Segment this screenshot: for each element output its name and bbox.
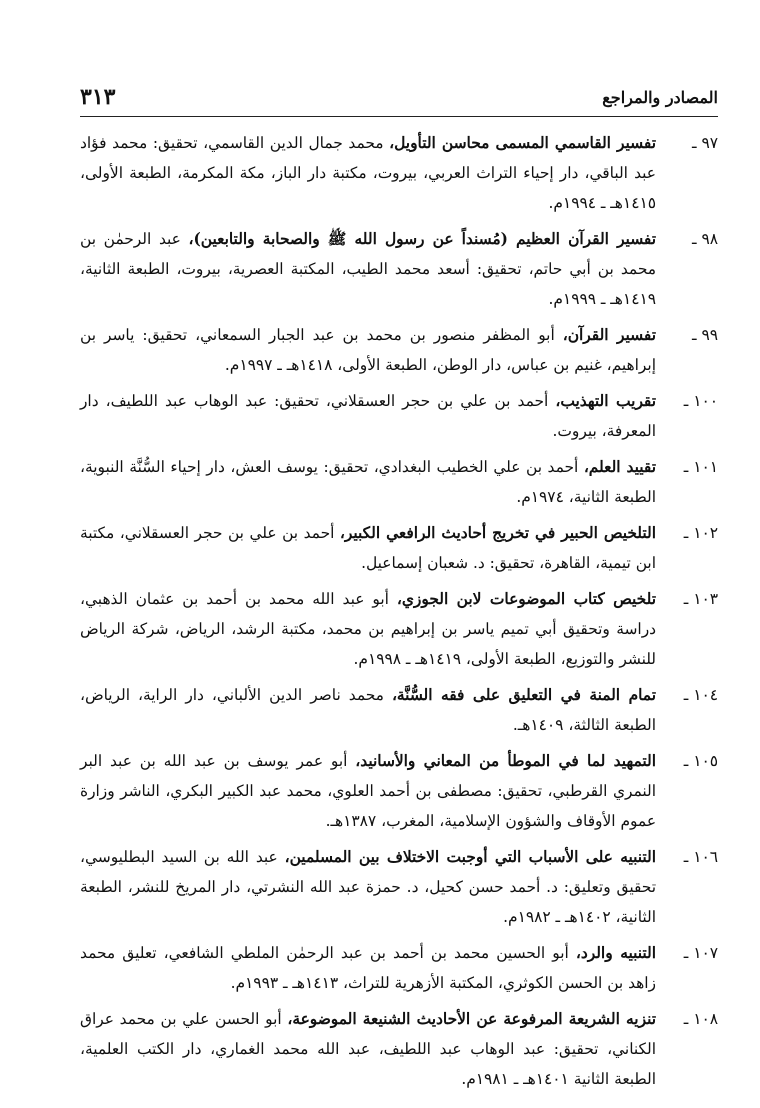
entry-title: تقييد العلم،	[583, 458, 656, 476]
entry-details: أبو عمر يوسف بن عبد الله بن عبد البر النمري القرطبي، تحقيق: مصطفى بن أحمد العلوي، محمد عبد الكبير البكري، الناشر وزارة عموم الأوقاف والشؤون الإسلامية، المغرب، ١٣٨٧هـ.	[80, 752, 656, 830]
entry-title: تنزيه الشريعة المرفوعة عن الأحاديث الشنيعة الموضوعة،	[287, 1010, 656, 1028]
entry-details: أبو المظفر منصور بن محمد بن عبد الجبار السمعاني، تحقيق: ياسر بن إبراهيم، غنيم بن عباس، دار الوطن، الطبعة الأولى، ١٤١٨هـ ـ ١٩٩٧م.	[80, 326, 656, 374]
entry-number: ١٠٠ ـ	[683, 392, 718, 410]
entry-title: تلخيص كتاب الموضوعات لابن الجوزي،	[396, 590, 656, 608]
entry-details: عبد الرحمٰن بن محمد بن أبي حاتم، تحقيق: أسعد محمد الطيب، المكتبة العصرية، بيروت، الطبعة الثانية، ١٤١٩هـ ـ ١٩٩٩م.	[80, 230, 656, 308]
entry-details: أحمد بن علي الخطيب البغدادي، تحقيق: يوسف العش، دار إحياء السُّنَّة النبوية، الطبعة الثانية، ١٩٧٤م.	[80, 458, 656, 506]
bibliography-list	[80, 128, 718, 1100]
entry-details: أبو الحسين محمد بن أحمد بن عبد الرحمٰن الملطي الشافعي، تعليق محمد زاهد بن الحسن الكوثري، المكتبة الأزهرية للتراث، ١٤١٣هـ ـ ١٩٩٣م.	[80, 944, 656, 992]
entry-title: التنبيه والرد،	[575, 944, 656, 962]
entry-title: التنبيه على الأسباب التي أوجبت الاختلاف بين المسلمين،	[284, 848, 656, 866]
bibliography-entry-108	[80, 1004, 718, 1094]
bibliography-entry-103	[80, 584, 718, 674]
entry-number: ١٠٣ ـ	[683, 590, 718, 608]
bibliography-entry-99	[80, 320, 718, 380]
entry-title: تفسير القاسمي المسمى محاسن التأويل،	[389, 134, 656, 152]
entry-number: ٩٨ ـ	[692, 230, 718, 248]
bibliography-entry-104	[80, 680, 718, 740]
entry-title: تفسير القرآن،	[562, 326, 656, 344]
entry-title: التمهيد لما في الموطأ من المعاني والأسانيد،	[355, 752, 657, 770]
entry-details: أحمد بن علي بن حجر العسقلاني، تحقيق: عبد الوهاب عبد اللطيف، دار المعرفة، بيروت.	[80, 392, 656, 440]
entry-details: محمد ناصر الدين الألباني، دار الراية، الرياض، الطبعة الثالثة، ١٤٠٩هـ.	[80, 686, 656, 734]
section-title: المصادر والمراجع	[602, 88, 718, 107]
page-number: ٣١٣	[80, 84, 116, 110]
entry-number: ١٠٧ ـ	[683, 944, 718, 962]
bibliography-entry-98	[80, 224, 718, 314]
entry-number: ٩٩ ـ	[692, 326, 718, 344]
entry-title: التلخيص الحبير في تخريج أحاديث الرافعي الكبير،	[339, 524, 657, 542]
running-header	[80, 84, 718, 118]
entry-title: تقريب التهذيب،	[555, 392, 657, 410]
entry-details: أبو الحسن علي بن محمد عراق الكناني، تحقيق: عبد الوهاب عبد اللطيف، عبد الله محمد الغماري، دار الكتب العلمية، الطبعة الثانية ١٤٠١هـ ـ ١٩٨١م.	[80, 1010, 656, 1088]
entry-number: ١٠٤ ـ	[683, 686, 718, 704]
entry-number: ١٠٢ ـ	[683, 524, 718, 542]
bibliography-entry-101	[80, 452, 718, 512]
bibliography-entry-106	[80, 842, 718, 932]
bibliography-entry-100	[80, 386, 718, 446]
entry-details: أحمد بن علي بن حجر العسقلاني، مكتبة ابن تيمية، القاهرة، تحقيق: د. شعبان إسماعيل.	[80, 524, 656, 572]
entry-number: ١٠٦ ـ	[683, 848, 718, 866]
entry-number: ١٠١ ـ	[683, 458, 718, 476]
entry-number: ١٠٨ ـ	[683, 1010, 718, 1028]
bibliography-entry-105	[80, 746, 718, 836]
entry-title: تفسير القرآن العظيم (مُسنداً عن رسول الله ﷺ والصحابة والتابعين)،	[188, 230, 657, 248]
bibliography-entry-102	[80, 518, 718, 578]
entry-details: أبو عبد الله محمد بن أحمد بن عثمان الذهبي، دراسة وتحقيق أبي تميم ياسر بن إبراهيم بن محمد، مكتبة الرشد، الرياض، شركة الرياض للنشر والتوزيع، الطبعة الأولى، ١٤١٩هـ ـ ١٩٩٨م.	[80, 590, 656, 668]
entry-details: محمد جمال الدين القاسمي، تحقيق: محمد فؤاد عبد الباقي، دار إحياء التراث العربي، بيروت، مكتبة دار الباز، مكة المكرمة، الطبعة الأولى، ١٤١٥هـ ـ ١٩٩٤م.	[80, 134, 656, 212]
entry-details: عبد الله بن السيد البطليوسي، تحقيق وتعليق: د. أحمد حسن كحيل، د. حمزة عبد الله النشرتي، دار المريخ للنشر، الطبعة الثانية، ١٤٠٢هـ ـ ١٩٨٢م.	[80, 848, 656, 926]
header-rule	[80, 116, 718, 117]
bibliography-entry-107	[80, 938, 718, 998]
entry-number: ٩٧ ـ	[692, 134, 718, 152]
bibliography-entry-97	[80, 128, 718, 218]
entry-number: ١٠٥ ـ	[683, 752, 718, 770]
entry-title: تمام المنة في التعليق على فقه السُّنَّة،	[391, 686, 656, 704]
